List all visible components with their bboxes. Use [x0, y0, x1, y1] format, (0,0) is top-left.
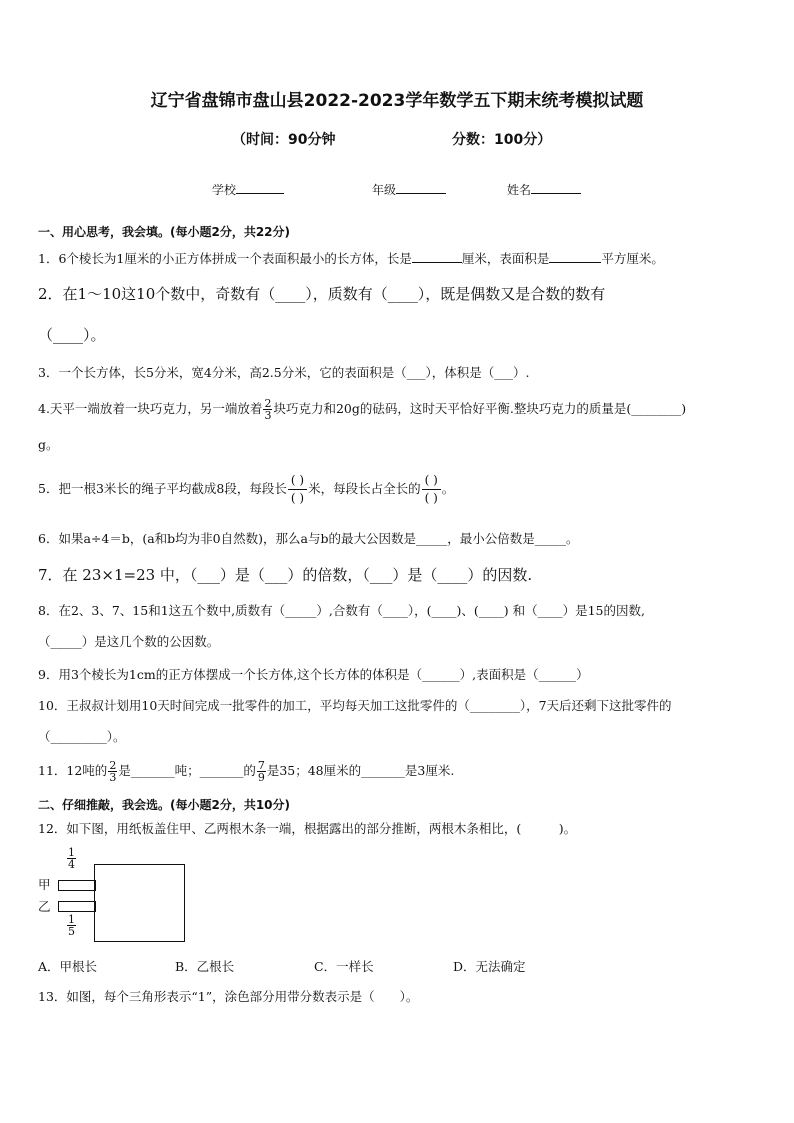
fraction-two-thirds: $\frac{2}{3}$ — [109, 759, 117, 784]
question-11: 11．12吨的 $\frac{2}{3}$ 是_______吨；_______的 $\frac{7}{9}$ 是35；48厘米的_______是3厘米. — [38, 759, 455, 784]
stick-yi — [58, 901, 96, 912]
question-1: 1．6个棱长为1厘米的小正方体拼成一个表面积最小的长方体，长是 厘米，表面积是 平方厘米。 — [38, 251, 664, 266]
option-d[interactable]: D．无法确定 — [453, 959, 526, 974]
school-field[interactable] — [212, 181, 284, 198]
blank-fraction-1[interactable]: ( ) ( ) — [288, 472, 307, 507]
section-2-heading: 二、仔细推敲，我会选。(每小题2分，共10分) — [38, 798, 291, 812]
question-8-cont: （_____）是这几个数的公因数。 — [38, 634, 220, 649]
label-yi: 乙 — [38, 899, 51, 914]
question-2-cont: （____）。 — [38, 326, 106, 344]
question-5: 5．把一根3米长的绳子平均截成8段，每段长 ( ) ( ) 米，每段长占全长的 ( ) ( ) 。 — [38, 473, 455, 505]
fraction-seven-ninths: $\frac{7}{9}$ — [257, 759, 265, 784]
section-1-heading: 一、用心思考，我会填。(每小题2分，共22分) — [38, 225, 291, 239]
fraction-one-quarter: $\frac{1}{4}$ — [68, 846, 75, 871]
option-a[interactable]: A．甲根长 — [38, 959, 98, 974]
name-field[interactable] — [507, 181, 581, 198]
question-8: 8．在2、3、7、15和1这五个数中,质数有（_____）,合数有（____），(____)、(____) 和（____）是15的因数, — [38, 603, 645, 618]
grade-field[interactable] — [372, 181, 446, 198]
grade-label: 年级 — [372, 183, 397, 197]
question-2: 2．在1～10这10个数中，奇数有（____），质数有（____），既是偶数又是合数的数有 — [38, 285, 606, 303]
fraction-two-thirds: $\frac{2}{3}$ — [264, 397, 272, 422]
exam-time: （时间：90分钟 — [232, 132, 336, 148]
option-b[interactable]: B．乙根长 — [175, 959, 235, 974]
question-12: 12．如下图，用纸板盖住甲、乙两根木条一端，根据露出的部分推断，两根木条相比，( )。 — [38, 821, 577, 836]
question-10-cont: （_________）。 — [38, 729, 126, 744]
page-title: 辽宁省盘锦市盘山县2022-2023学年数学五下期末统考模拟试题 — [150, 91, 644, 111]
fraction-one-fifth: $\frac{1}{5}$ — [68, 913, 75, 938]
question-9: 9．用3个棱长为1cm的正方体摆成一个长方体,这个长方体的体积是（______）,表面积是（______） — [38, 667, 589, 682]
question-4: 4.天平一端放着一块巧克力，另一端放着 $\frac{2}{3}$ 块巧克力和20g的砝码，这时天平恰好平衡.整块巧克力的质量是(________) — [38, 397, 687, 422]
question-3: 3．一个长方体，长5分米，宽4分米，高2.5分米，它的表面积是（___），体积是（___）. — [38, 365, 530, 380]
blank-fraction-2[interactable]: ( ) ( ) — [422, 472, 441, 507]
exam-score: 分数：100分） — [452, 132, 552, 148]
name-label: 姓名 — [507, 183, 532, 197]
question-13: 13．如图，每个三角形表示“1”，涂色部分用带分数表示是（ ）。 — [38, 989, 419, 1004]
cardboard-cover — [94, 864, 185, 942]
stick-jia — [58, 880, 96, 891]
label-jia: 甲 — [38, 877, 51, 892]
question-6: 6．如果a÷4＝b，(a和b均为非0自然数)，那么a与b的最大公因数是_____，最小公倍数是_____。 — [38, 531, 579, 546]
question-7: 7．在 23×1=23 中，（___）是（___）的倍数，（___）是（____）的因数. — [38, 566, 533, 584]
school-label: 学校 — [212, 183, 237, 197]
option-c[interactable]: C．一样长 — [314, 959, 374, 974]
question-10: 10．王叔叔计划用10天时间完成一批零件的加工，平均每天加工这批零件的（________），7天后还剩下这批零件的 — [38, 698, 672, 713]
question-4-cont: g。 — [38, 437, 59, 452]
